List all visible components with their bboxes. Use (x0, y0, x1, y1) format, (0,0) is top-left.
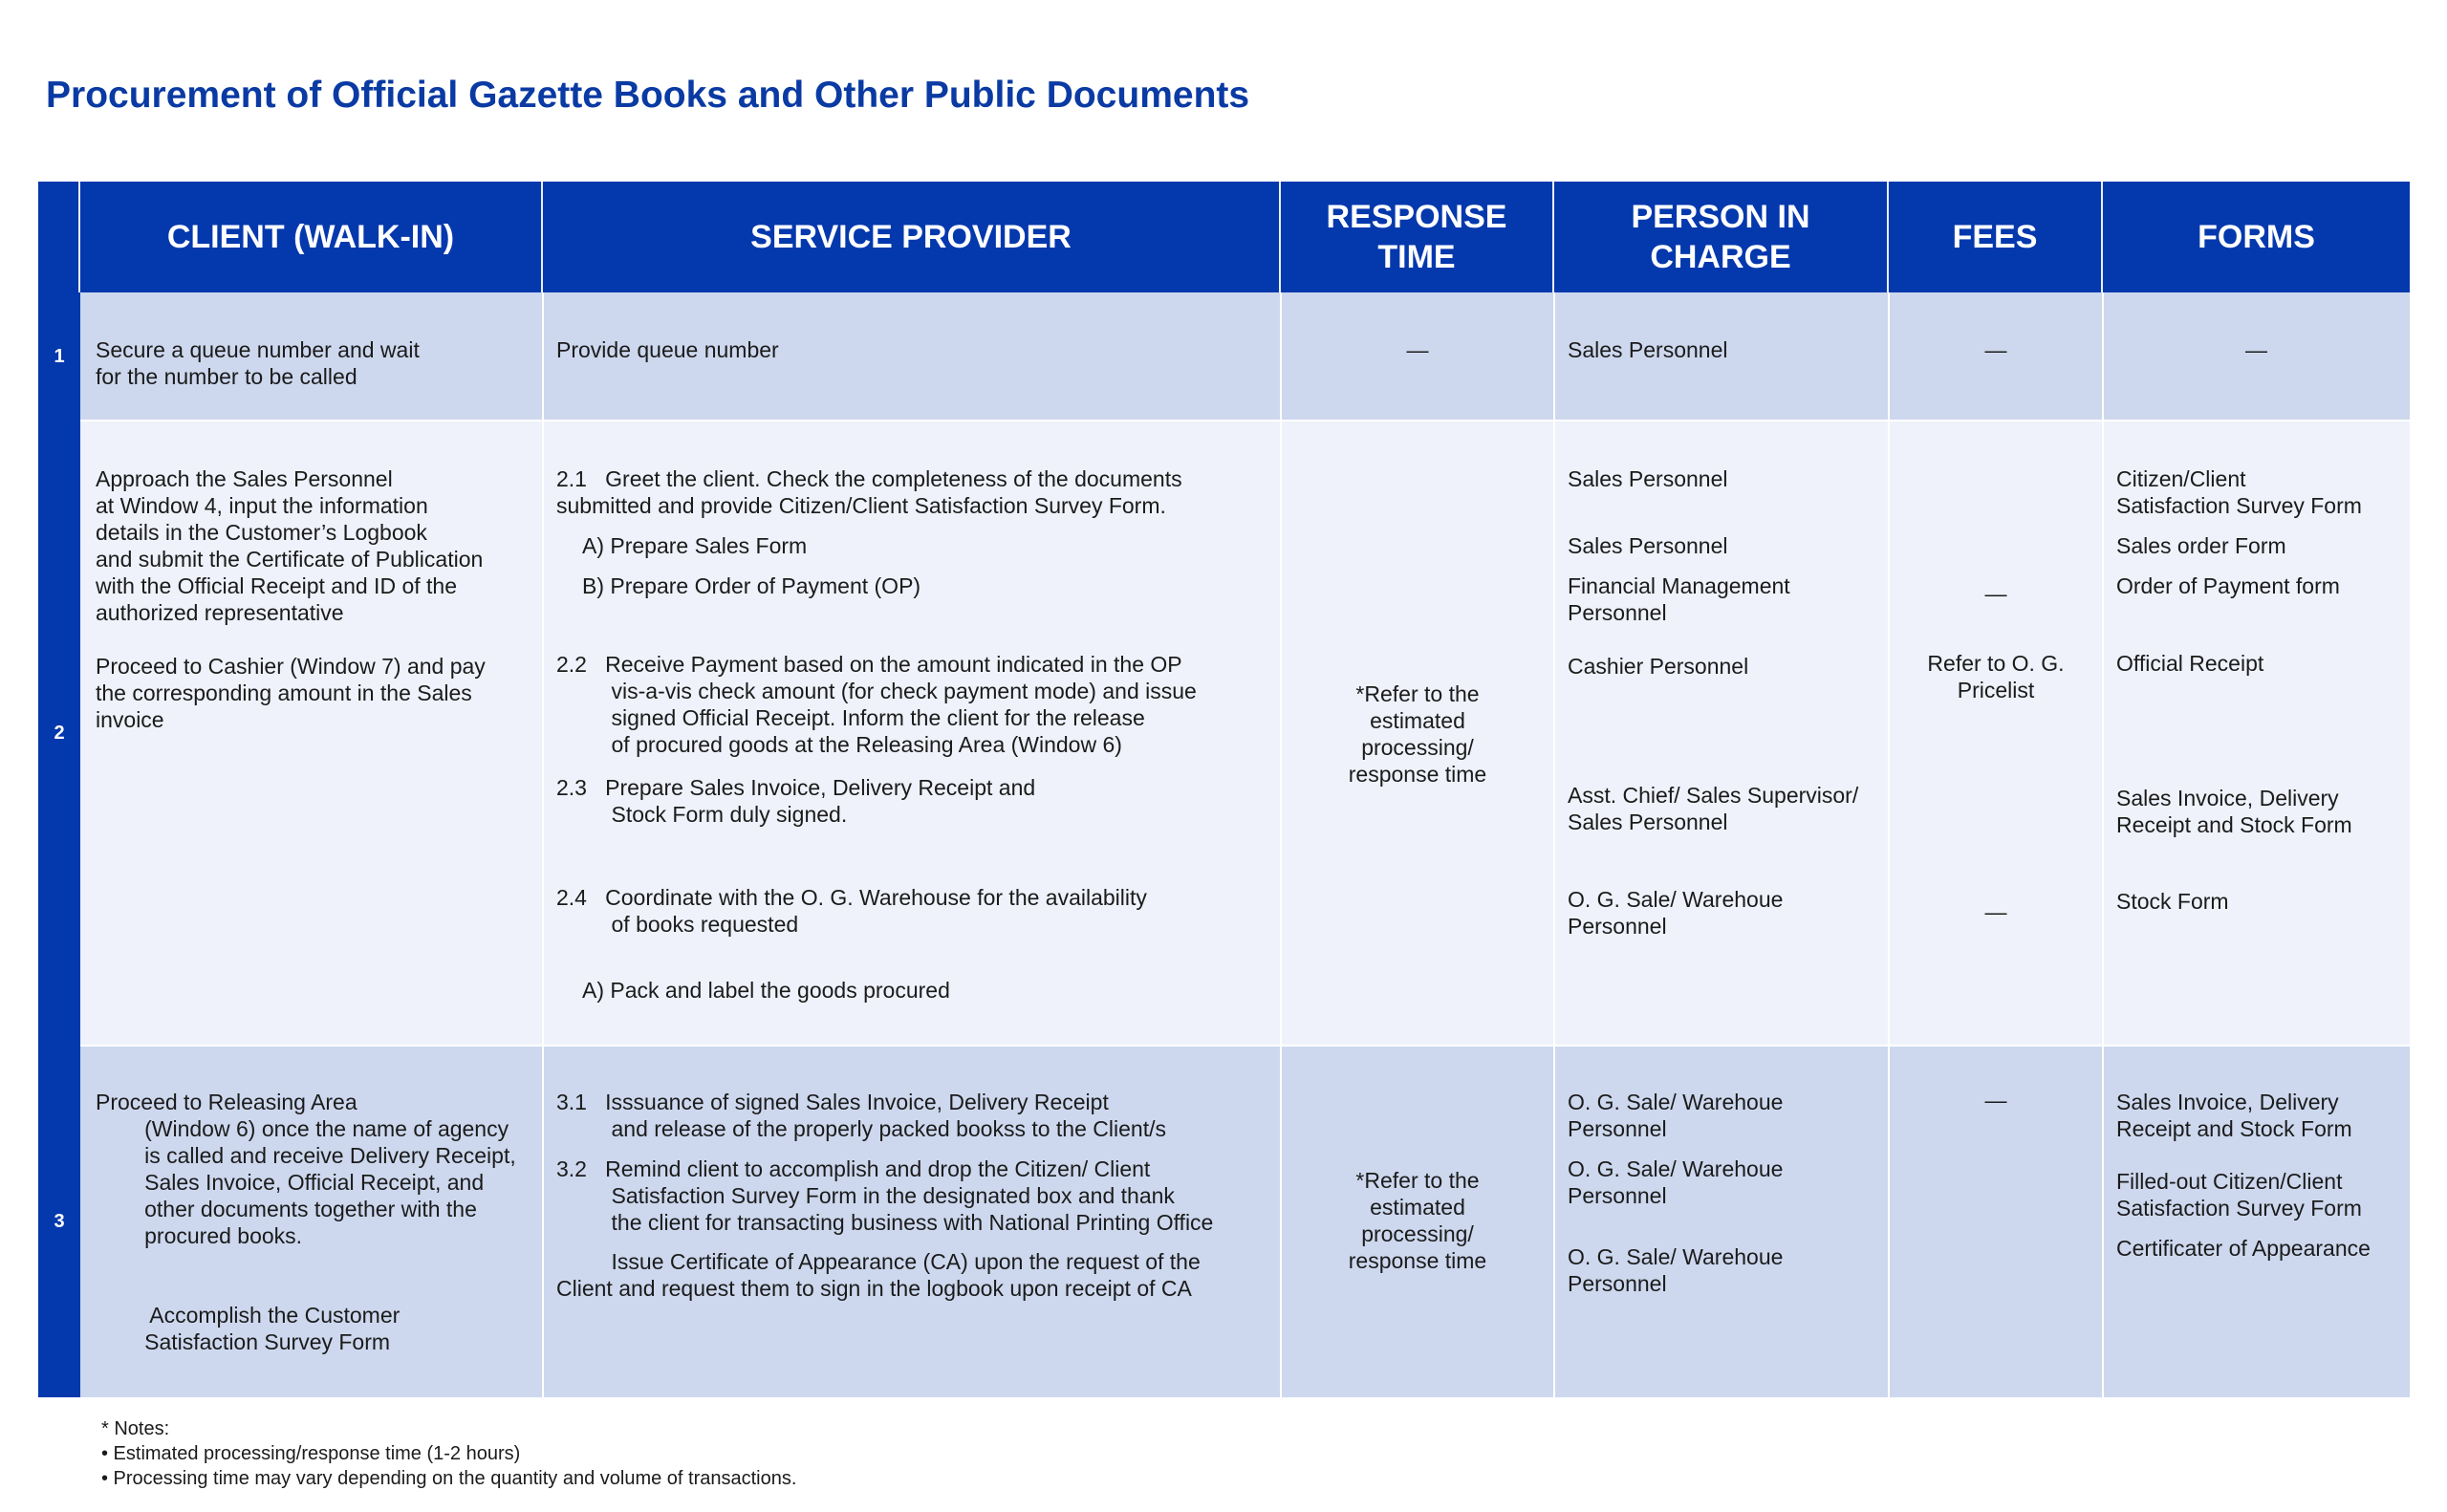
header-response-label: RESPONSE TIME (1326, 199, 1507, 275)
column-divider (1888, 292, 1890, 1397)
notes-line-2: • Processing time may vary depending on the quantity and volume of transactions. (101, 1468, 797, 1489)
header-client-label: CLIENT (WALK-IN) (166, 219, 455, 255)
row2-step-2-1-b: B) Prepare Order of Payment (OP) (582, 573, 921, 598)
row-number-3 (38, 1046, 80, 1397)
row1-client-text: Secure a queue number and wait for the number to be called (96, 337, 420, 389)
row3-step-3-2: 3.2 Remind client to accomplish and drop the Citizen/ Client Satisfaction Survey Form in the designated box and thank the client for transacting business with National Printing Office (556, 1156, 1214, 1235)
header-person-in-charge (1554, 182, 1889, 292)
row2-person-5: Asst. Chief/ Sales Supervisor/ Sales Personnel (1568, 783, 1859, 834)
row2-form-3: Order of Payment form (2116, 573, 2340, 598)
row1-response-text: — (1406, 337, 1429, 362)
row2-step-2-4: 2.4 Coordinate with the O. G. Warehouse for the availability of books requested (556, 885, 1147, 937)
row3-step-3-1: 3.1 Isssuance of signed Sales Invoice, Delivery Receipt and release of the properly packed bookss to the Client/s (556, 1090, 1166, 1141)
header-response-time (1281, 182, 1554, 292)
column-divider (2102, 292, 2104, 1397)
row2-form-1: Citizen/Client Satisfaction Survey Form (2116, 466, 2362, 518)
row-number-2 (38, 421, 80, 1046)
row1-fees-text: — (1984, 337, 2007, 362)
header-number-cell (38, 182, 80, 292)
row3-client-text: Proceed to Releasing Area (Window 6) once the name of agency is called and receive Delivery Receipt, Sales Invoice, Official Receipt, and other documents together with the procured books. (96, 1090, 516, 1248)
row2-step-2-3: 2.3 Prepare Sales Invoice, Delivery Receipt and Stock Form duly signed. (556, 775, 1036, 827)
header-provider-label: SERVICE PROVIDER (750, 219, 1072, 255)
header-forms-label: FORMS (2198, 219, 2315, 255)
row3-person-3: O. G. Sale/ Warehoue Personnel (1568, 1244, 1784, 1296)
header-person-label: PERSON IN CHARGE (1631, 199, 1810, 275)
row3-client-survey-text: Accomplish the Customer Satisfaction Survey Form (144, 1303, 401, 1354)
row3-fees-text: — (1984, 1088, 2007, 1112)
header-forms (2103, 182, 2410, 292)
row2-client-text: Approach the Sales Personnel at Window 4, input the information details in the Customer’s Logbook and submit the Certificate of Publication with the Official Receipt and ID of the authorized representative (96, 466, 484, 625)
row2-form-6: Stock Form (2116, 889, 2229, 914)
header-fees (1889, 182, 2103, 292)
row1-forms-text: — (2245, 337, 2267, 362)
row2-form-2: Sales order Form (2116, 533, 2286, 558)
row2-person-3: Financial Management Personnel (1568, 573, 1790, 625)
row2-client-payment-text: Proceed to Cashier (Window 7) and pay the corresponding amount in the Sales invoice (96, 654, 486, 732)
row3-form-1: Sales Invoice, Delivery Receipt and Stock Form (2116, 1090, 2352, 1141)
header-fees-label: FEES (1952, 219, 2038, 255)
row2-person-6: O. G. Sale/ Warehoue Personnel (1568, 887, 1784, 939)
row3-person-2: O. G. Sale/ Warehoue Personnel (1568, 1156, 1784, 1208)
row2-form-5: Sales Invoice, Delivery Receipt and Stock Form (2116, 786, 2352, 837)
row2-step-2-4-a: A) Pack and label the goods procured (582, 978, 950, 1003)
row3-form-3: Certificater of Appearance (2116, 1236, 2371, 1261)
row2-fee-1: — (1984, 581, 2007, 606)
row3-person-1: O. G. Sale/ Warehoue Personnel (1568, 1090, 1784, 1141)
row1-provider-text: Provide queue number (556, 337, 779, 362)
row2-step-2-2: 2.2 Receive Payment based on the amount indicated in the OP vis-a-vis check amount (for check payment mode) and issue signed Official Receipt. Inform the client for the release of procured goods at the Releasing Area (Window 6) (556, 652, 1197, 757)
header-client (80, 182, 543, 292)
row2-person-2: Sales Personnel (1568, 533, 1728, 558)
row2-step-2-1-a: A) Prepare Sales Form (582, 533, 808, 558)
row-number-2-label: 2 (54, 722, 65, 744)
row3-form-2: Filled-out Citizen/Client Satisfaction Survey Form (2116, 1169, 2362, 1220)
row-divider (80, 1045, 2410, 1047)
row2-step-2-1: 2.1 Greet the client. Check the completeness of the documents submitted and provide Citizen/Client Satisfaction Survey Form. (556, 466, 1182, 518)
row-number-1-label: 1 (54, 345, 65, 367)
row3-certificate-text: Issue Certificate of Appearance (CA) upon the request of the Client and request them to sign in the logbook upon receipt of CA (556, 1249, 1201, 1301)
notes-heading: * Notes: (101, 1418, 170, 1439)
header-provider (543, 182, 1281, 292)
row-number-3-label: 3 (54, 1210, 65, 1232)
column-divider (542, 292, 544, 1397)
row3-response-text: *Refer to the estimated processing/ response time (1348, 1168, 1487, 1273)
notes-line-1: • Estimated processing/response time (1-2 hours) (101, 1443, 521, 1464)
row2-fee-3: — (1984, 899, 2007, 924)
row2-fee-2: Refer to O. G. Pricelist (1927, 651, 2065, 702)
row2-form-4: Official Receipt (2116, 651, 2264, 676)
page-title: Procurement of Official Gazette Books and Other Public Documents (46, 75, 1250, 116)
row2-response-text: *Refer to the estimated processing/ response time (1348, 681, 1487, 787)
row2-person-1: Sales Personnel (1568, 466, 1728, 491)
row-divider (80, 420, 2410, 421)
row2-person-4: Cashier Personnel (1568, 654, 1749, 679)
row1-person-text: Sales Personnel (1568, 337, 1728, 362)
row-number-1 (38, 292, 80, 421)
